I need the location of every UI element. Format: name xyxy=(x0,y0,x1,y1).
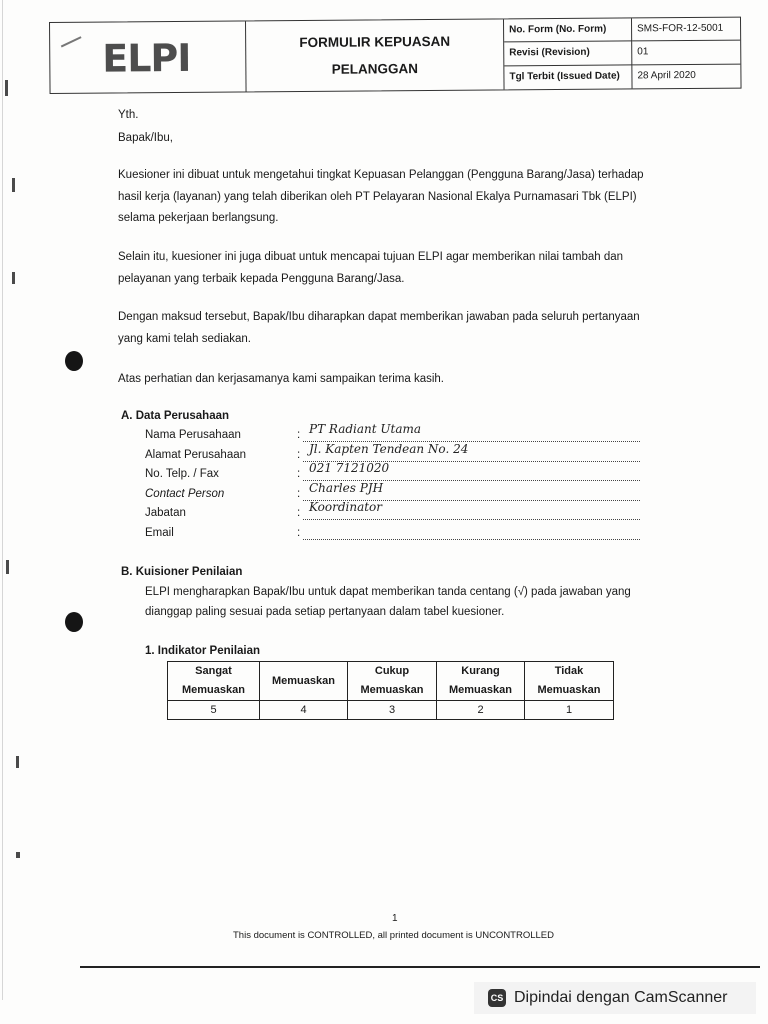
field-position[interactable] xyxy=(145,500,640,524)
paragraph-3-line: Dengan maksud tersebut, Bapak/Ibu diharapkan dapat memberikan jawaban pada seluruh pertanyaan xyxy=(118,311,640,323)
table-value-cell: 5 xyxy=(168,701,260,720)
scan-speck xyxy=(6,560,9,574)
paragraph-1-line: selama pekerjaan berlangsung. xyxy=(118,212,279,224)
field-phone-fax[interactable] xyxy=(145,461,640,485)
field-line xyxy=(303,519,640,520)
section-a-heading: A. Data Perusahaan xyxy=(121,410,230,422)
form-title xyxy=(246,19,505,91)
table-header-cell: Kurang Memuaskan xyxy=(437,662,525,701)
field-label: Alamat Perusahaan xyxy=(145,449,247,461)
form-title-line2: PELANGGAN xyxy=(331,61,419,77)
salutation: Yth. xyxy=(118,109,139,121)
table-value-cell: 1 xyxy=(525,701,614,720)
section-b-heading: B. Kuisioner Penilaian xyxy=(121,566,243,578)
table-header-cell: Memuaskan xyxy=(260,662,348,701)
page-number: 1 xyxy=(392,913,398,924)
table-header-cell: Sangat Memuaskan xyxy=(168,662,260,701)
field-colon: : xyxy=(297,449,301,461)
paragraph-2-line: pelayanan yang terbaik kepada Pengguna Barang/Jasa. xyxy=(118,273,405,285)
camscanner-label: Dipindai dengan CamScanner xyxy=(514,989,728,1006)
form-meta xyxy=(504,18,741,90)
scan-speck xyxy=(5,80,8,96)
issued-date-value: 28 April 2020 xyxy=(637,69,696,82)
field-company-address[interactable] xyxy=(145,442,640,466)
paragraph-3-line: yang kami telah sediakan. xyxy=(118,333,251,345)
scan-speck xyxy=(16,756,19,768)
issued-date-label: Tgl Terbit (Issued Date) xyxy=(504,65,632,89)
handwritten-value: Charles PJH xyxy=(309,481,384,495)
paragraph-2-line: Selain itu, kuesioner ini juga dibuat untuk mencapai tujuan ELPI agar memberikan nilai tambah dan xyxy=(118,251,624,263)
punch-hole xyxy=(65,351,83,371)
elpi-logo: ELPI xyxy=(102,35,191,81)
field-colon: : xyxy=(297,527,301,539)
field-label: No. Telp. / Fax xyxy=(145,468,219,480)
scan-speck xyxy=(16,852,20,858)
field-colon: : xyxy=(297,429,301,441)
field-email[interactable] xyxy=(145,524,640,544)
footer-divider xyxy=(80,966,760,968)
form-number-value: SMS-FOR-12-5001 xyxy=(632,18,740,42)
form-header xyxy=(49,17,742,94)
field-colon: : xyxy=(297,507,301,519)
page-edge xyxy=(2,0,3,1000)
closing-paragraph: Atas perhatian dan kerjasamanya kami sampaikan terima kasih. xyxy=(118,373,444,385)
camscanner-icon: CS xyxy=(488,989,506,1007)
camscanner-watermark xyxy=(474,982,756,1014)
section-b-paragraph-line: ELPI mengharapkan Bapak/Ibu untuk dapat memberikan tanda centang (√) pada jawaban yang xyxy=(145,586,631,598)
scan-speck xyxy=(12,178,15,192)
table-value-cell: 4 xyxy=(260,701,348,720)
rating-indicator-table xyxy=(167,661,614,720)
field-label: Email xyxy=(145,527,174,539)
pen-mark xyxy=(61,36,82,47)
field-label: Nama Perusahaan xyxy=(145,429,241,441)
handwritten-value: PT Radiant Utama xyxy=(309,422,422,436)
handwritten-value: Jl. Kapten Tendean No. 24 xyxy=(309,442,469,456)
field-colon: : xyxy=(297,488,301,500)
revision-value: 01 xyxy=(632,41,740,65)
table-value-cell: 3 xyxy=(348,701,437,720)
control-note: This document is CONTROLLED, all printed document is UNCONTROLLED xyxy=(233,930,554,941)
paragraph-1-line: hasil kerja (layanan) yang telah diberikan oleh PT Pelayaran Nasional Ekalya Purnamasari Tbk (ELPI) xyxy=(118,191,637,203)
revision-label: Revisi (Revision) xyxy=(504,42,632,66)
indicator-subheading: 1. Indikator Penilaian xyxy=(145,645,261,657)
handwritten-value: Koordinator xyxy=(309,500,383,514)
field-contact-person[interactable] xyxy=(145,481,640,505)
scan-speck xyxy=(12,272,15,284)
field-label: Jabatan xyxy=(145,507,186,519)
paragraph-1-line: Kuesioner ini dibuat untuk mengetahui tingkat Kepuasan Pelanggan (Pengguna Barang/Jasa) terhadap xyxy=(118,169,644,181)
field-line xyxy=(303,539,640,540)
form-number-label: No. Form (No. Form) xyxy=(504,18,632,42)
logo-cell xyxy=(50,21,247,93)
punch-hole xyxy=(65,612,83,632)
table-header-cell: Cukup Memuaskan xyxy=(348,662,437,701)
handwritten-value: 021 7121020 xyxy=(309,461,390,475)
table-header-cell: Tidak Memuaskan xyxy=(525,662,614,701)
field-colon: : xyxy=(297,468,301,480)
salutation-recipient: Bapak/Ibu, xyxy=(118,132,173,144)
section-b-paragraph-line: dianggap paling sesuai pada setiap pertanyaan dalam tabel kuesioner. xyxy=(145,606,505,618)
table-value-cell: 2 xyxy=(437,701,525,720)
field-label: Contact Person xyxy=(145,488,225,500)
form-title-line1: FORMULIR KEPUASAN xyxy=(299,33,451,51)
